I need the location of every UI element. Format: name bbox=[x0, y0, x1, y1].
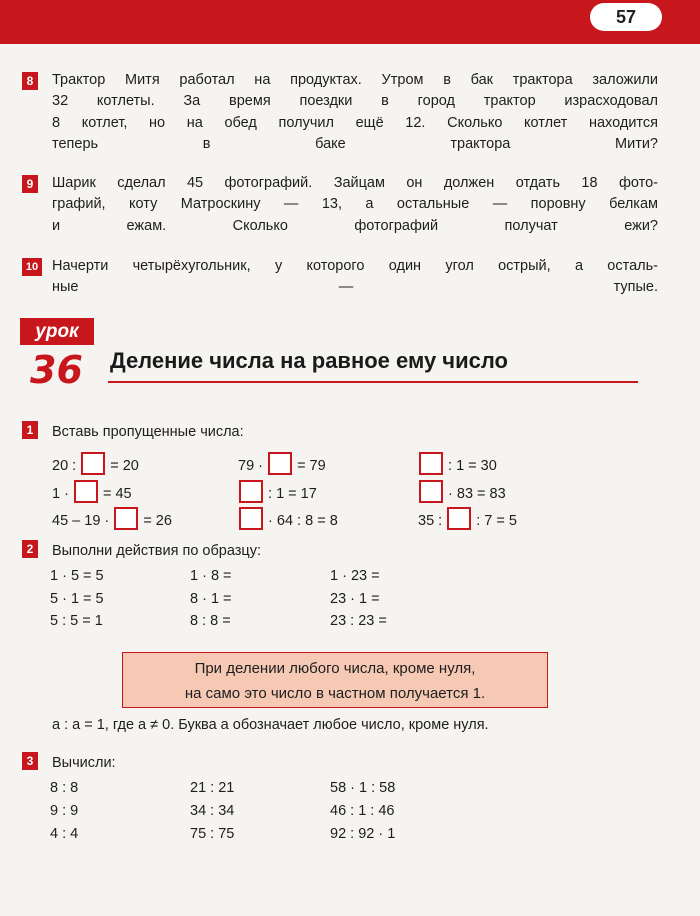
task-number: 2 bbox=[22, 540, 38, 558]
expression: 46 : 1 : 46 bbox=[330, 803, 395, 819]
task-instruction: Вставь пропущенные числа: bbox=[52, 424, 244, 440]
text-line: Трактор Митя работал на продуктах. Утром в бак трактора заложили bbox=[52, 72, 658, 88]
answer-box[interactable] bbox=[268, 452, 292, 475]
equation: 1 · = 45 bbox=[52, 480, 132, 503]
answer-box[interactable] bbox=[419, 452, 443, 475]
expression: 75 : 75 bbox=[190, 826, 235, 842]
rule-line: на само это число в частном получается 1. bbox=[184, 685, 486, 702]
expression: 8 · 1 = bbox=[190, 591, 232, 607]
task-8 bbox=[22, 70, 658, 162]
equation: · 83 = 83 bbox=[418, 480, 506, 503]
equation: : 1 = 17 bbox=[238, 480, 317, 503]
lesson-title-underline bbox=[108, 381, 638, 383]
answer-box[interactable] bbox=[419, 480, 443, 503]
text-line: 32 котлеты. За время поездки в город трактор израсходовал bbox=[52, 93, 658, 110]
task-number: 3 bbox=[22, 752, 38, 770]
equation: 45 – 19 · = 26 bbox=[52, 507, 172, 530]
lesson-number: 36 bbox=[30, 348, 83, 392]
task-number: 1 bbox=[22, 421, 38, 439]
example-expression: 5 : 5 = 1 bbox=[50, 613, 103, 629]
equation: 35 : : 7 = 5 bbox=[418, 507, 517, 530]
answer-box[interactable] bbox=[74, 480, 98, 503]
example-expression: 5 · 1 = 5 bbox=[50, 591, 104, 607]
equation: 20 : = 20 bbox=[52, 452, 139, 475]
expression: 8 : 8 = bbox=[190, 613, 231, 629]
text-line: Начерти четырёхугольник, у которого один угол острый, а осталь- bbox=[52, 258, 658, 274]
expression: 4 : 4 bbox=[50, 826, 79, 842]
rule-notation: a : a = 1, где a ≠ 0. Буква a обозначает любое число, кроме нуля. bbox=[52, 717, 489, 733]
answer-box[interactable] bbox=[447, 507, 471, 530]
task-text bbox=[52, 173, 658, 237]
task-instruction: Выполни действия по образцу: bbox=[52, 543, 261, 559]
task-instruction: Вычисли: bbox=[52, 755, 116, 771]
text-line: ные — тупые. bbox=[52, 279, 658, 296]
expression: 34 : 34 bbox=[190, 803, 235, 819]
expression: 9 : 9 bbox=[50, 803, 79, 819]
page-number: 57 bbox=[590, 3, 662, 31]
text-line: графий, коту Матроскину — 13, а остальные — поровну белкам bbox=[52, 196, 658, 213]
expression: 1 · 23 = bbox=[330, 568, 380, 584]
text-line: 8 котлет, но на обед получил ещё 12. Сколько котлет находится bbox=[52, 114, 658, 131]
task-10 bbox=[22, 256, 658, 304]
lesson-label: урок bbox=[20, 318, 94, 345]
lesson-title: Деление числа на равное ему число bbox=[110, 348, 508, 373]
expression: 92 : 92 · 1 bbox=[330, 826, 396, 842]
answer-box[interactable] bbox=[239, 480, 263, 503]
expression: 1 · 8 = bbox=[190, 568, 232, 584]
task-9 bbox=[22, 173, 658, 243]
task-number: 9 bbox=[22, 175, 38, 193]
expression: 21 : 21 bbox=[190, 780, 235, 796]
answer-box[interactable] bbox=[114, 507, 138, 530]
expression: 23 : 23 = bbox=[330, 613, 387, 629]
text-line: теперь в баке трактора Мити? bbox=[52, 135, 658, 152]
text-line: и ежам. Сколько фотографий получат ежи? bbox=[52, 217, 658, 234]
task-number: 8 bbox=[22, 72, 38, 90]
task-text bbox=[52, 70, 658, 155]
expression: 58 · 1 : 58 bbox=[330, 780, 396, 796]
text-line: Шарик сделал 45 фотографий. Зайцам он должен отдать 18 фото- bbox=[52, 175, 658, 191]
rule-line: При делении любого числа, кроме нуля, bbox=[194, 660, 476, 677]
expression: 23 · 1 = bbox=[330, 591, 380, 607]
answer-box[interactable] bbox=[239, 507, 263, 530]
rule-box bbox=[122, 652, 548, 708]
equation: : 1 = 30 bbox=[418, 452, 497, 475]
answer-box[interactable] bbox=[81, 452, 105, 475]
example-expression: 1 · 5 = 5 bbox=[50, 568, 104, 584]
expression: 8 : 8 bbox=[50, 780, 79, 796]
equation: 79 · = 79 bbox=[238, 452, 326, 475]
task-number: 10 bbox=[22, 258, 42, 276]
equation: · 64 : 8 = 8 bbox=[238, 507, 338, 530]
task-text bbox=[52, 256, 658, 299]
